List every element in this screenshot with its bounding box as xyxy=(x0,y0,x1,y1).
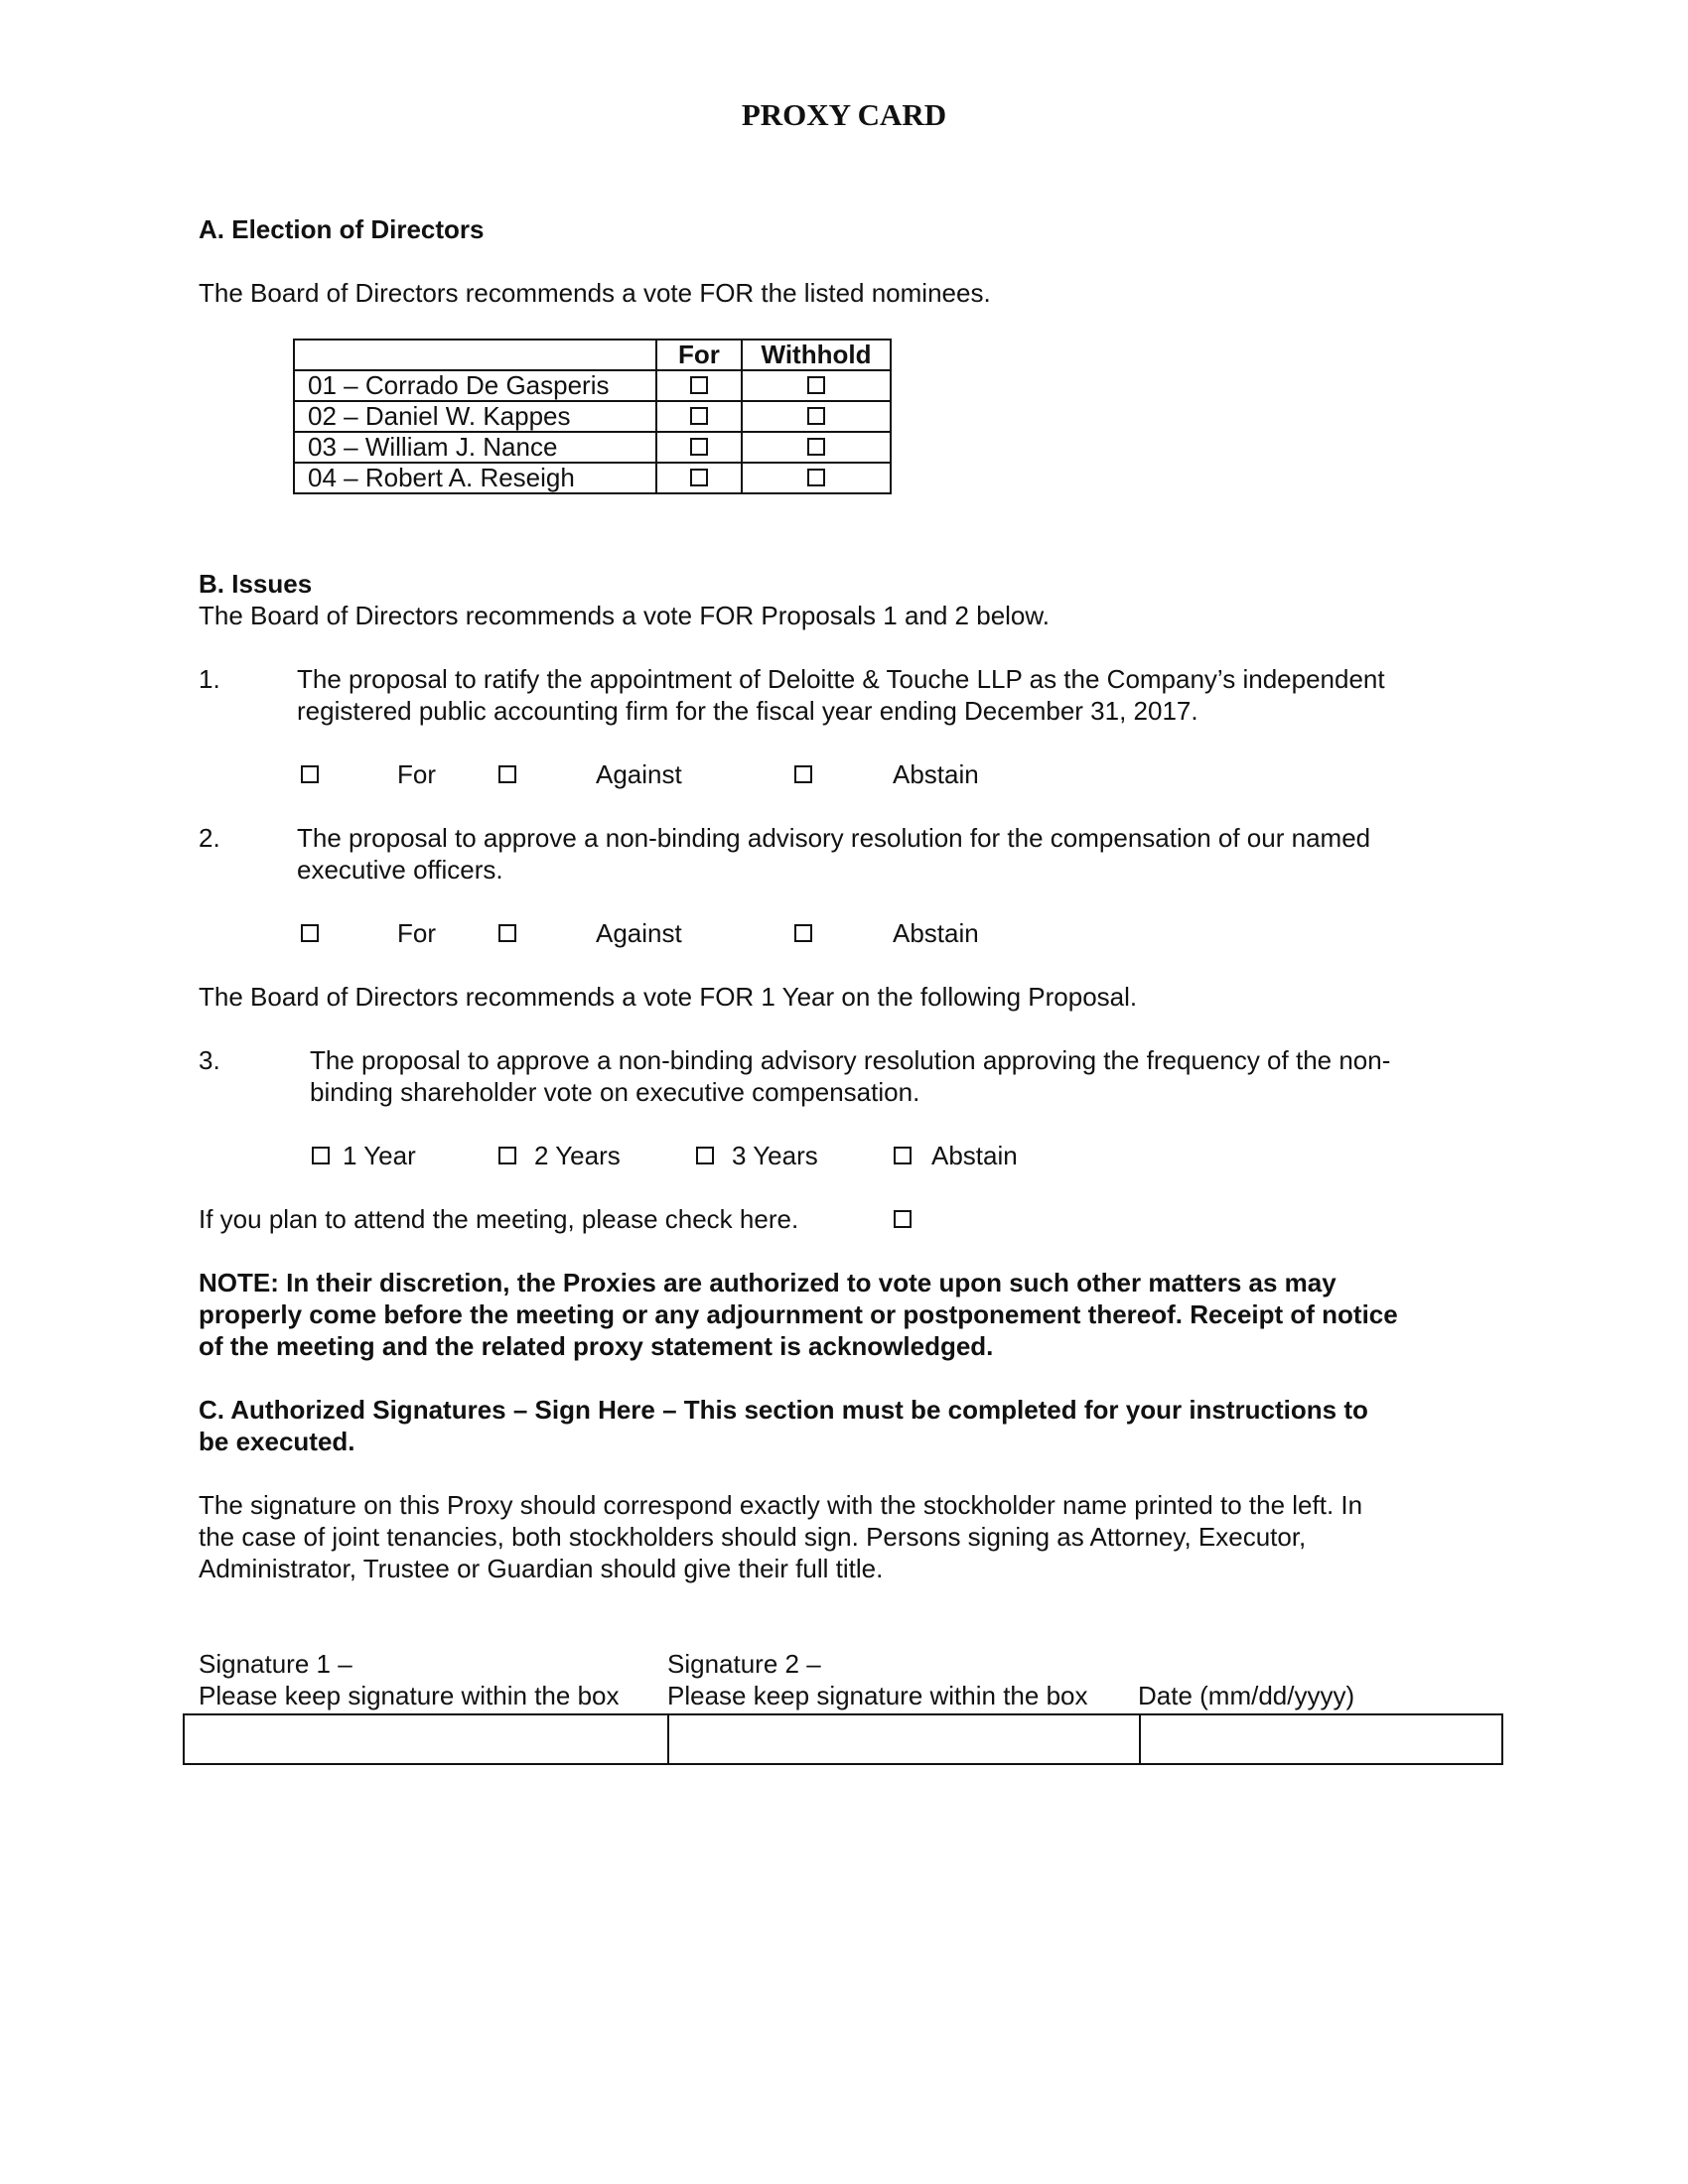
section-b-recommendation: The Board of Directors recommends a vote FOR Proposals 1 and 2 below. xyxy=(199,601,1050,630)
section-b-recommendation-2: The Board of Directors recommends a vote FOR 1 Year on the following Proposal. xyxy=(199,982,1138,1012)
proposal-2-for-label: For xyxy=(397,918,436,948)
proposal-2-text-line1: The proposal to approve a non-binding advisory resolution for the compensation of our named xyxy=(297,823,1371,853)
for-checkbox[interactable] xyxy=(690,407,708,425)
section-a-heading: A. Election of Directors xyxy=(199,214,485,244)
frequency-2-years-checkbox[interactable] xyxy=(498,1147,516,1164)
proposal-2-against-checkbox[interactable] xyxy=(498,924,516,942)
proposal-1-number: 1. xyxy=(199,664,220,694)
nominee-row xyxy=(294,463,891,493)
proposal-3-number: 3. xyxy=(199,1045,220,1075)
note-line-3: of the meeting and the related proxy statement is acknowledged. xyxy=(199,1331,994,1361)
proposal-2-against-label: Against xyxy=(596,918,682,948)
frequency-3-years-checkbox[interactable] xyxy=(696,1147,714,1164)
signature-1-label-line1: Signature 1 – xyxy=(199,1649,352,1679)
date-label: Date (mm/dd/yyyy) xyxy=(1138,1681,1355,1710)
signature-instructions-line3: Administrator, Trustee or Guardian should give their full title. xyxy=(199,1554,884,1583)
frequency-abstain-checkbox[interactable] xyxy=(894,1147,912,1164)
nominee-name: 04 – Robert A. Reseigh xyxy=(294,463,656,493)
proposal-3-text-line1: The proposal to approve a non-binding advisory resolution approving the frequency of the non- xyxy=(310,1045,1391,1075)
proposal-2-abstain-checkbox[interactable] xyxy=(794,924,812,942)
signature-1-label-line2: Please keep signature within the box xyxy=(199,1681,620,1710)
note-line-1: NOTE: In their discretion, the Proxies are authorized to vote upon such other matters as may xyxy=(199,1268,1336,1297)
date-box[interactable] xyxy=(1140,1714,1502,1764)
proposal-1-abstain-checkbox[interactable] xyxy=(794,765,812,783)
note-line-2: properly come before the meeting or any adjournment or postponement thereof. Receipt of notice xyxy=(199,1299,1398,1329)
withhold-checkbox[interactable] xyxy=(807,469,825,486)
frequency-1-year-checkbox[interactable] xyxy=(312,1147,330,1164)
proposal-1-text-line2: registered public accounting firm for the fiscal year ending December 31, 2017. xyxy=(297,696,1198,726)
nominee-row xyxy=(294,432,891,463)
proposal-3-text-line2: binding shareholder vote on executive compensation. xyxy=(310,1077,920,1107)
nominee-name: 02 – Daniel W. Kappes xyxy=(294,401,656,432)
signature-2-box[interactable] xyxy=(668,1714,1140,1764)
proposal-1-abstain-label: Abstain xyxy=(893,759,979,789)
proposal-2-abstain-label: Abstain xyxy=(893,918,979,948)
nominee-table-header xyxy=(294,340,891,370)
nominee-name: 01 – Corrado De Gasperis xyxy=(294,370,656,401)
withhold-checkbox[interactable] xyxy=(807,376,825,394)
for-checkbox[interactable] xyxy=(690,469,708,486)
section-b-heading: B. Issues xyxy=(199,569,313,599)
proposal-1-for-label: For xyxy=(397,759,436,789)
section-c-heading-line2: be executed. xyxy=(199,1427,355,1456)
proposal-1-for-checkbox[interactable] xyxy=(301,765,319,783)
frequency-2-years-label: 2 Years xyxy=(534,1141,621,1170)
section-a-recommendation: The Board of Directors recommends a vote FOR the listed nominees. xyxy=(199,278,991,308)
attend-meeting-text: If you plan to attend the meeting, please check here. xyxy=(199,1204,799,1234)
signature-2-label-line2: Please keep signature within the box xyxy=(667,1681,1088,1710)
page-title: PROXY CARD xyxy=(741,97,947,132)
signature-1-box[interactable] xyxy=(184,1714,668,1764)
header-withhold: Withhold xyxy=(742,340,891,370)
nominee-table xyxy=(293,339,892,494)
nominee-name: 03 – William J. Nance xyxy=(294,432,656,463)
header-blank-cell xyxy=(294,340,656,370)
proposal-2-number: 2. xyxy=(199,823,220,853)
signature-instructions-line2: the case of joint tenancies, both stockholders should sign. Persons signing as Attorney, Executor, xyxy=(199,1522,1307,1552)
withhold-checkbox[interactable] xyxy=(807,438,825,456)
nominee-row xyxy=(294,370,891,401)
for-checkbox[interactable] xyxy=(690,376,708,394)
signature-boxes xyxy=(183,1713,1503,1765)
frequency-3-years-label: 3 Years xyxy=(732,1141,818,1170)
section-c-heading-line1: C. Authorized Signatures – Sign Here – This section must be completed for your instructions to xyxy=(199,1395,1368,1425)
proposal-1-text-line1: The proposal to ratify the appointment of Deloitte & Touche LLP as the Company’s independent xyxy=(297,664,1385,694)
proposal-2-for-checkbox[interactable] xyxy=(301,924,319,942)
proposal-1-against-checkbox[interactable] xyxy=(498,765,516,783)
signature-2-label-line1: Signature 2 – xyxy=(667,1649,821,1679)
signature-instructions-line1: The signature on this Proxy should correspond exactly with the stockholder name printed to the left. In xyxy=(199,1490,1363,1520)
attend-meeting-checkbox[interactable] xyxy=(894,1210,912,1228)
proposal-2-text-line2: executive officers. xyxy=(297,855,503,885)
frequency-1-year-label: 1 Year xyxy=(343,1141,416,1170)
frequency-abstain-label: Abstain xyxy=(931,1141,1018,1170)
proposal-1-against-label: Against xyxy=(596,759,682,789)
for-checkbox[interactable] xyxy=(690,438,708,456)
header-for: For xyxy=(656,340,742,370)
nominee-row xyxy=(294,401,891,432)
withhold-checkbox[interactable] xyxy=(807,407,825,425)
